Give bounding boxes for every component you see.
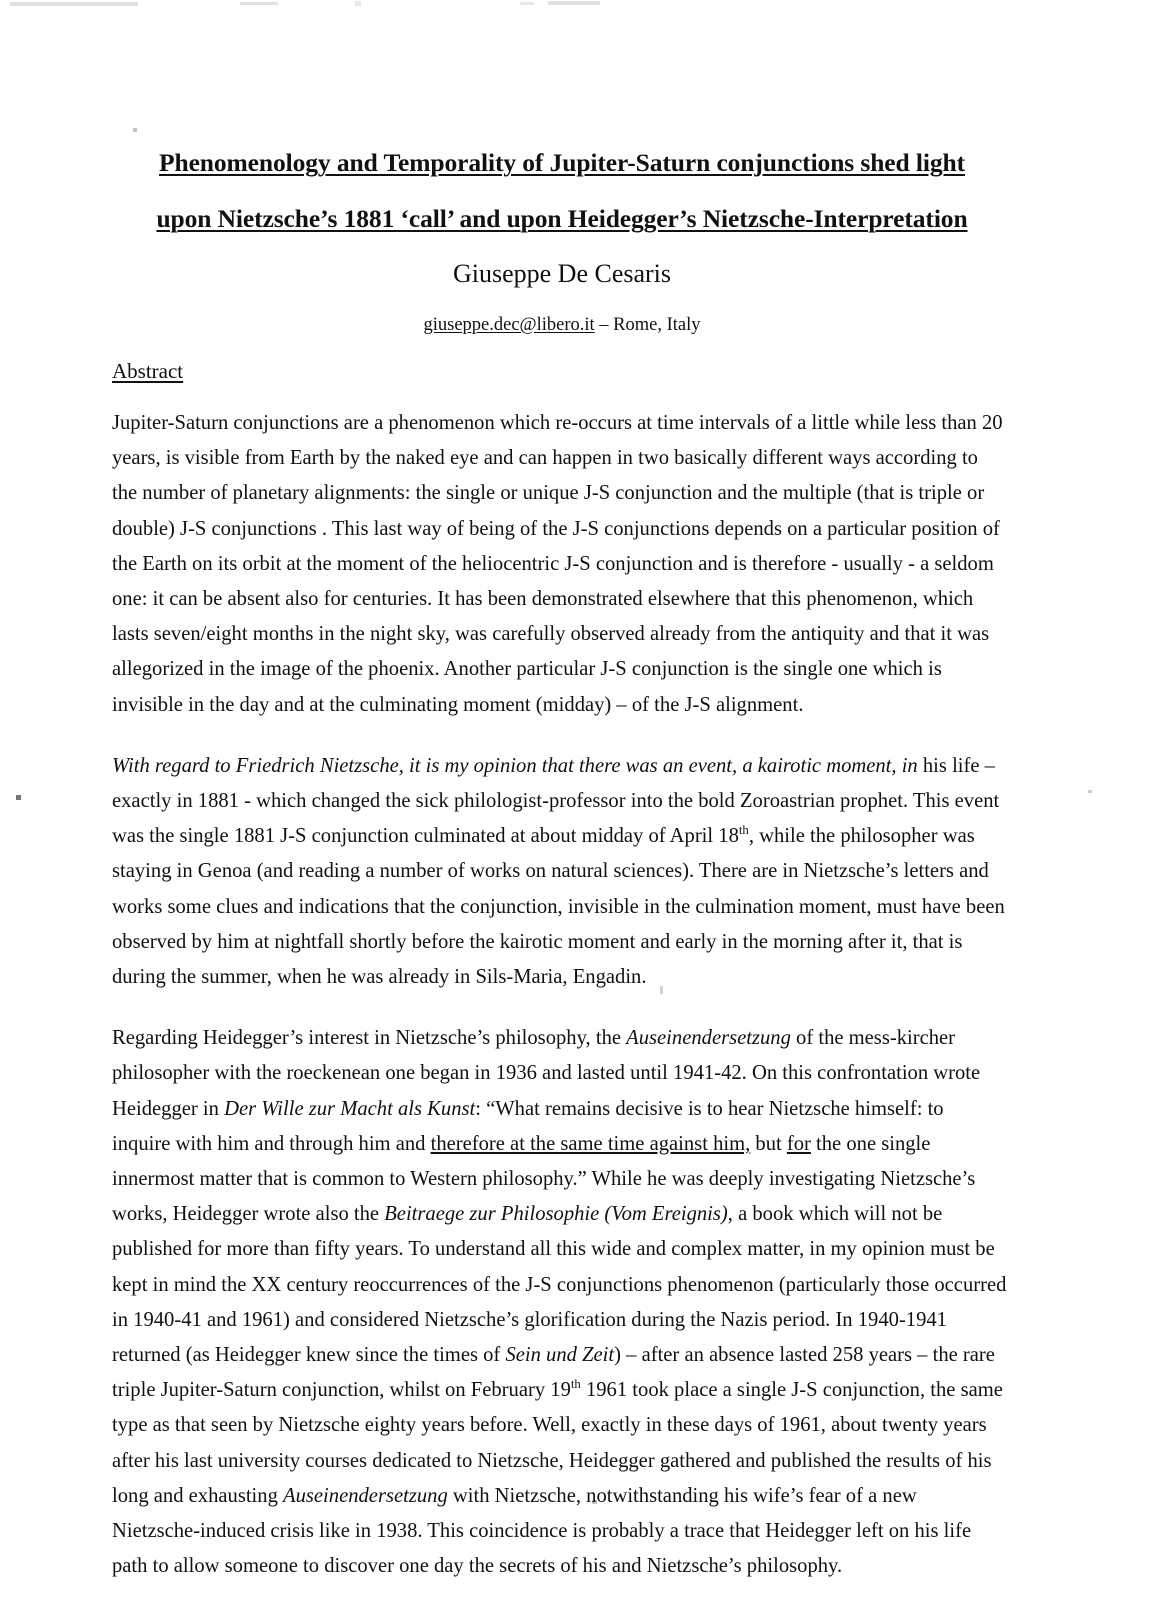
work-title-der-wille-zur-macht: Der Wille zur Macht als Kunst [224,1097,476,1120]
scan-artifact [520,2,534,5]
paragraph-3-text-a: Regarding Heidegger’s interest in Nietzsche’s philosophy, the [112,1027,627,1050]
author-contact [112,315,1012,335]
work-title-auseinendersetzung-2: Auseinendersetzung [283,1484,448,1507]
abstract-heading [112,359,1012,384]
abstract-heading-label: Abstract [112,358,184,383]
title-line-1: Phenomenology and Temporality of Jupiter-Saturn conjunctions shed light [159,148,965,177]
scan-artifact [10,2,138,6]
email-link[interactable]: giuseppe.dec@libero.it [423,314,595,335]
paragraph-3-text-f: , a book which will not be published for more than fifty years. To understand all this wide and complex matter, in my opinion must be kept in mind the XX century reoccurrences of the J-S conjunctions phenomenon (particularly those occurred in 1940-41 and 1961) and considered Nietzsche’s glorification during the Nazis period. In 1940-1941 returned (as Heidegger knew since the times of [112,1203,1007,1367]
paragraph-3-text-c: : “What remains decisive is to hear Nietzsche himself: to inquire with him and through him and [112,1097,944,1155]
paragraph-3-ordinal-suffix: th [570,1377,581,1392]
affiliation-label: – Rome, Italy [594,314,701,335]
paragraph-3-text-i: with Nietzsche, notwithstanding his wife’s fear of a new Nietzsche-induced crisis like in 1938. This coincidence is probably a trace that Heidegger left on his life path to allow someone to discover one day the secrets of his and Nietzsche’s philosophy. [112,1484,972,1578]
title-line-2: upon Nietzsche’s 1881 ‘call’ and upon Heidegger’s Nietzsche-Interpretation [156,203,968,233]
author-name: Giuseppe De Cesaris [452,259,672,288]
paragraph-3-text-g: ) – after an absence lasted 258 years – the rare triple Jupiter-Saturn conjunction, whilst on February 19 [112,1344,995,1402]
abstract-paragraph-2 [112,749,1007,995]
paragraph-3-text-h: 1961 took place a single J-S conjunction, the same type as that seen by Nietzsche eighty years before. Well, exactly in these days of 1961, about twenty years after his last university courses dedicated to Nietzsche, Heidegger gathered and published the results of his long and exhausting [112,1379,1003,1507]
work-title-beitraege-zur-philosophie: Beitraege zur Philosophie (Vom Ereignis) [384,1203,728,1226]
underlined-word-for: for [786,1132,811,1155]
document-body [112,150,1012,1584]
page-title [112,150,1012,231]
scan-artifact [548,1,600,5]
paragraph-2-text-a: his life – exactly in 1881 - which changed the sick philologist-professor into the bold Zoroastrian prophet. This event was the single 1881 J-S conjunction culminated at about midday of April 18 [112,754,1000,848]
work-title-auseinendersetzung-1: Auseinendersetzung [626,1027,791,1050]
scan-artifact [355,1,361,6]
abstract-paragraph-3 [112,1021,1007,1584]
work-title-sein-und-zeit: Sein und Zeit [505,1344,615,1367]
abstract-paragraph-1: Jupiter-Saturn conjunctions are a phenomenon which re-occurs at time intervals of a little while less than 20 years, is visible from Earth by the naked eye and can happen in two basically different ways according to the number of planetary alignments: the single or unique J-S conjunction and the multiple (that is triple or double) J-S conjunctions . This last way of being of the J-S conjunctions depends on a particular position of the Earth on its orbit at the moment of the heliocentric J-S conjunction and is therefore - usually - a seldom one: it can be absent also for centuries. It has been demonstrated elsewhere that this phenomenon, which lasts seven/eight months in the night sky, was carefully observed already from the antiquity and that it was allegorized in the image of the phoenix. Another particular J-S conjunction is the single one which is invisible in the day and at the culminating moment (midday) – of the J-S alignment. [112,411,1003,716]
scan-artifact [1088,790,1092,793]
underlined-quote-against-him: therefore at the same time against him, [430,1132,751,1155]
scan-artifact [240,2,278,5]
paragraph-3-text-e: the one single innermost matter that is common to Western philosophy.” While he was deeply investigating Nietzsche’s works, Heidegger wrote also the [112,1132,976,1226]
paragraph-2-italic-opening: With regard to Friedrich Nietzsche, it is my opinion that there was an event, a kairotic moment, in [112,754,918,777]
scan-artifact [133,128,137,132]
paragraph-2-text-b: , while the philosopher was staying in Genoa (and reading a number of works on natural sciences). There are in Nietzsche’s letters and works some clues and indications that the conjunction, invisible in the culmination moment, must have been observed by him at nightfall shortly before the kairotic moment and early in the morning after it, that is during the summer, when he was already in Sils-Maria, Engadin. [112,825,1005,988]
paragraph-2-ordinal-suffix: th [738,823,749,838]
scan-artifact [16,795,21,800]
paragraph-3-text-d: but [750,1132,787,1155]
paragraph-3-text-b: of the mess-kircher philosopher with the roeckenean one began in 1936 and lasted until 1941-42. On this confrontation wrote Heidegger in [112,1027,981,1120]
